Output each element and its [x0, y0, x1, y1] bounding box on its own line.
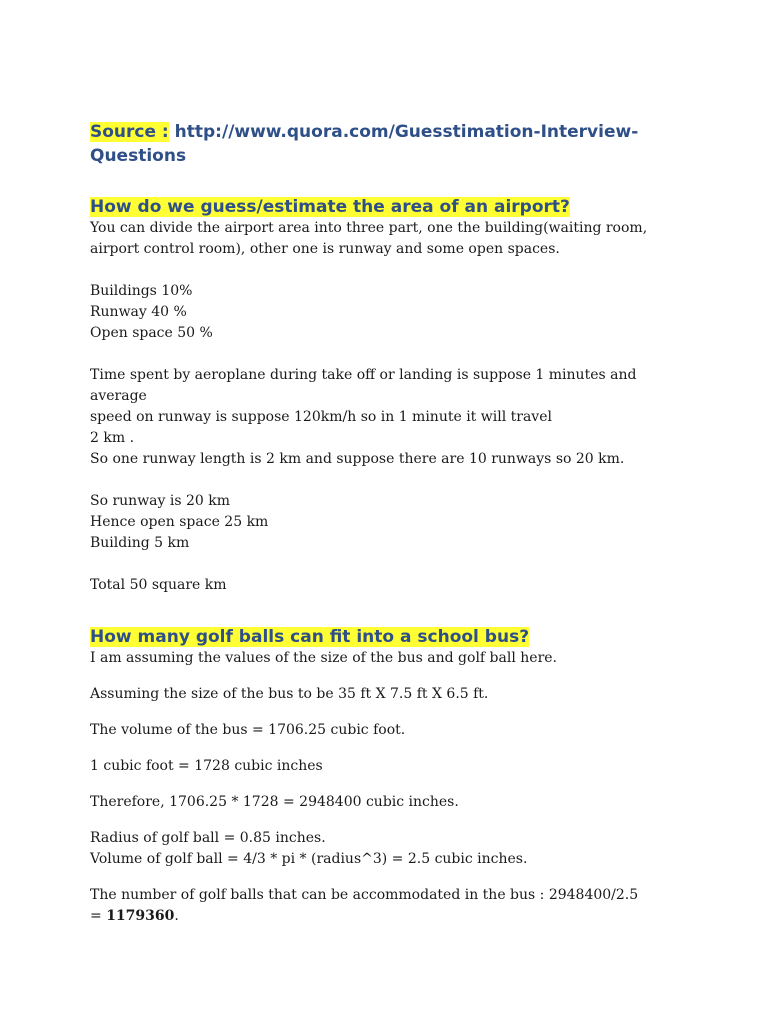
q1-breakdown-runway: Runway 40 %: [90, 304, 187, 320]
q2-radius: Radius of golf ball = 0.85 inches.: [90, 830, 326, 846]
q2-therefore: Therefore, 1706.25 * 1728 = 2948400 cubic inches.: [90, 794, 459, 810]
q1-intro-line-2: airport control room), other one is runway and some open spaces.: [90, 241, 560, 257]
q1-runway-line-4: So one runway length is 2 km and suppose there are 10 runways so 20 km.: [90, 451, 625, 467]
q2-heading: How many golf balls can fit into a school bus?: [90, 627, 530, 647]
q2-assume-values: I am assuming the values of the size of the bus and golf ball here.: [90, 650, 557, 666]
q1-runway-line-2: speed on runway is suppose 120km/h so in 1 minute it will travel: [90, 409, 552, 425]
q1-runway-line-3: 2 km .: [90, 430, 135, 446]
document-page: [90, 120, 690, 927]
q1-runway-line-1: Time spent by aeroplane during take off or landing is suppose 1 minutes and average: [90, 367, 637, 404]
q1-total: Total 50 square km: [90, 577, 227, 593]
source-line: [90, 120, 690, 168]
q1-result-building: Building 5 km: [90, 535, 190, 551]
q2-ball-volume: Volume of golf ball = 4/3 * pi * (radius^3) = 2.5 cubic inches.: [90, 851, 528, 867]
q1-intro-line-1: You can divide the airport area into three part, one the building(waiting room,: [90, 220, 648, 236]
q2-answer: 1179360: [106, 908, 175, 924]
q1-breakdown-buildings: Buildings 10%: [90, 283, 193, 299]
source-label: Source :: [90, 122, 169, 142]
q1-result-open-space: Hence open space 25 km: [90, 514, 269, 530]
q2-number-line: The number of golf balls that can be accommodated in the bus : 2948400/2.5: [90, 887, 639, 903]
q1-breakdown-open-space: Open space 50 %: [90, 325, 213, 341]
q2-answer-line: = 1179360.: [90, 908, 179, 924]
source-url-link[interactable]: http://www.quora.com/Guesstimation-Interview-Questions: [90, 122, 639, 166]
q2-bus-volume: The volume of the bus = 1706.25 cubic foot.: [90, 722, 406, 738]
q2-conversion: 1 cubic foot = 1728 cubic inches: [90, 758, 323, 774]
q1-heading: How do we guess/estimate the area of an airport?: [90, 197, 570, 217]
q2-bus-size: Assuming the size of the bus to be 35 ft X 7.5 ft X 6.5 ft.: [90, 686, 489, 702]
q1-result-runway: So runway is 20 km: [90, 493, 231, 509]
